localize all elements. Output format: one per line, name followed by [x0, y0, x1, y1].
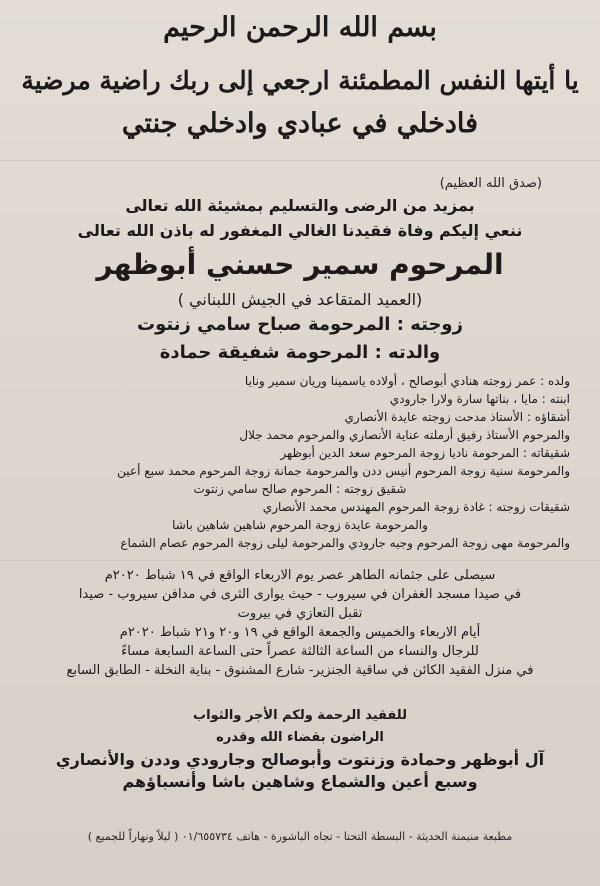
funeral-line: في منزل الفقيد الكائن في ساقية الجنزير- شارع المشنوق - بناية النخلة - الطابق السابع	[66, 663, 534, 678]
mother-line: والدته : المرحومة شفيقة حمادة	[159, 342, 441, 363]
families-line-2: وسبع أعين والشماع وشاهين باشا وأنسباؤهم	[122, 772, 478, 791]
family-line: أشقاؤه : الأستاذ مدحت زوجته عايدة الأنصاري	[344, 410, 570, 424]
paper-crease	[0, 160, 600, 161]
family-line: والمرحومة عايدة زوجة المرحوم شاهين شاهين باشا	[172, 518, 428, 532]
closing-section	[24, 705, 576, 793]
deceased-name: المرحوم سمير حسني أبوظهر	[96, 248, 504, 281]
family-line: شقيقات زوجته : غادة زوجة المرحوم المهندس محمد الأنصاري	[262, 500, 570, 514]
family-line: ولده : عمر زوجته هنادي أبوصالح ، أولاده ياسمينا وريان سمير ونايا	[244, 374, 570, 388]
announcement-line-1: بمزيد من الرضى والتسليم بمشيئة الله تعالى	[125, 196, 475, 215]
family-line: والمرحومة مهى زوجة المرحوم وجيه جارودي والمرحومة ليلى زوجة المرحوم عصام الشماع	[120, 536, 570, 550]
closing-line-1: للفقيد الرحمة ولكم الأجر والثواب	[193, 708, 407, 723]
family-line: والمرحوم الأستاذ رفيق أرملته عناية الأنصاري والمرحوم محمد جلال	[239, 428, 570, 442]
quran-verse-line-2: فادخلي في عبادي وادخلي جنتي	[121, 108, 479, 139]
family-list	[30, 372, 570, 552]
family-line: شقيقاته : المرحومة ناديا زوجة المرحوم سعد الدين أبوظهر	[280, 446, 570, 460]
families-line-1: آل أبوظهر وحمادة وزنتوت وأبوصالح وجارودي وددن والأنصاري	[55, 750, 545, 769]
funeral-line: تقبل التعازي في بيروت	[237, 606, 363, 621]
funeral-line: سيصلى على جثمانه الطاهر عصر يوم الاربعاء الواقع في ١٩ شباط ٢٠٢٠م	[104, 568, 496, 583]
family-line: ابنته : مايا ، بناتها سارة ولارا جارودي	[389, 392, 570, 406]
deceased-rank: (العميد المتقاعد في الجيش اللبناني )	[177, 290, 423, 309]
printer-footer: مطبعة منيمنة الحديثة - البسطة التحتا - تجاه الباشورة - هاتف ٠١/٦٥٥٧٣٤ ( ليلاً ونهاراً للجميع )	[87, 830, 513, 843]
family-line: والمرحومة سنية زوجة المرحوم أنيس ددن والمرحومة جمانة زوجة المرحوم محمد سبع أعين	[117, 464, 570, 478]
funeral-line: أيام الاربعاء والخميس والجمعة الواقع في ١٩ و٢٠ و٢١ شباط ٢٠٢٠م	[119, 625, 481, 640]
verse-attribution: (صدق الله العظيم)	[439, 176, 542, 191]
funeral-details	[22, 566, 578, 680]
funeral-line: في صيدا مسجد الغفران في سيروب - حيث يوارى الثرى في مدافن سيروب - صيدا	[78, 587, 522, 602]
announcement-line-2: ننعي إليكم وفاة فقيدنا الغالي المغفور له باذن الله تعالى	[77, 221, 523, 240]
wife-line: زوجته : المرحومة صباح سامي زنتوت	[137, 314, 463, 335]
basmala-heading: بسم الله الرحمن الرحيم	[163, 12, 437, 43]
funeral-line: للرجال والنساء من الساعة الثالثة عصراً حتى الساعة السابعة مساءً	[121, 644, 479, 659]
paper-crease	[0, 560, 600, 561]
quran-verse-line-1: يا أيتها النفس المطمئنة ارجعي إلى ربك راضية مرضية	[21, 66, 579, 95]
family-line: شقيق زوجته : المرحوم صالح سامي زنتوت	[193, 482, 407, 496]
closing-line-2: الراضون بقضاء الله وقدره	[216, 730, 384, 745]
